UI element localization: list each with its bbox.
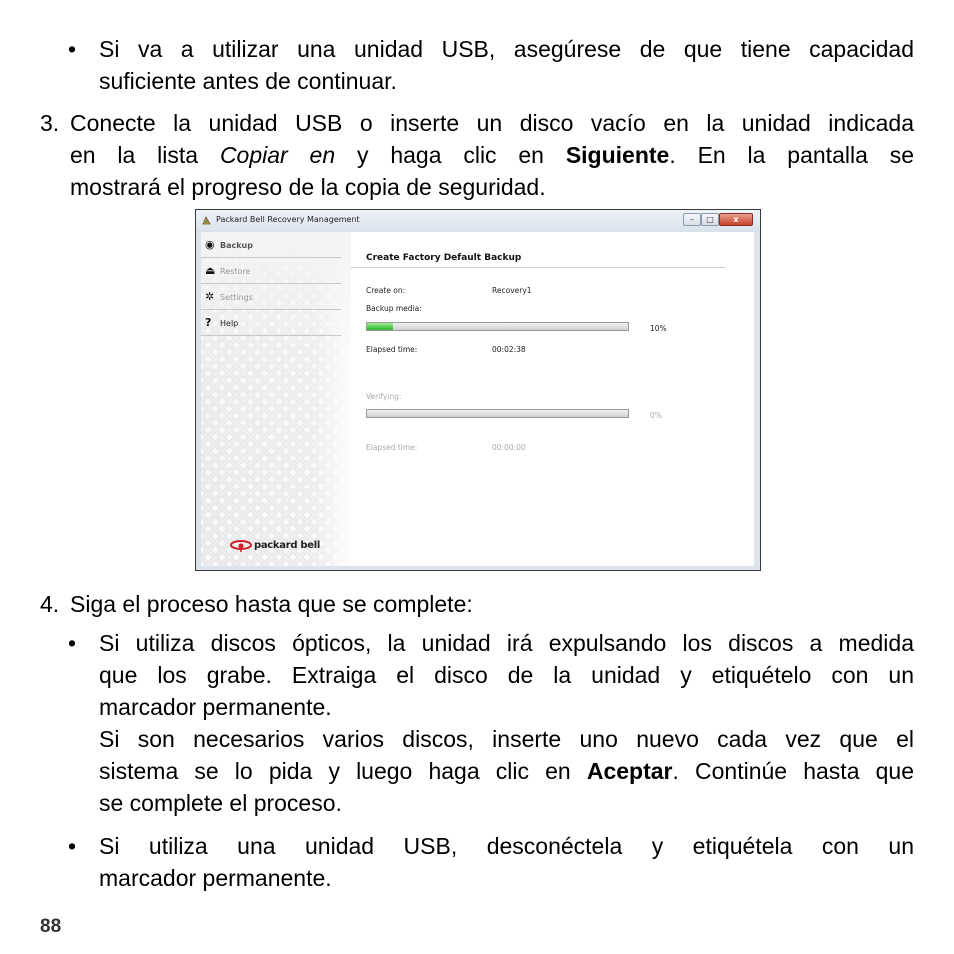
page-number: 88 [40,916,62,937]
bullet-marker: • [68,630,77,656]
window-title: Packard Bell Recovery Management [216,215,360,224]
sidebar-item-backup[interactable] [201,232,341,258]
text-line: Si utiliza una unidad USB, desconéctela y etiquétela con un [99,833,914,859]
step-4-paragraph: Siga el proceso hasta que se complete: [70,591,473,617]
sidebar-item-settings[interactable] [201,284,341,310]
bullet-paragraph-usb-capacity [99,33,914,97]
text-line [99,755,914,787]
text-line [70,139,914,171]
text-line: se complete el proceso. [99,790,342,816]
recovery-window-screenshot [195,209,761,571]
elapsed-time-value: 00:02:38 [492,345,526,354]
content-title: Create Factory Default Backup [366,253,522,263]
restore-icon: ⏏ [205,264,216,277]
text-line: Si son necesarios varios discos, inserte uno nuevo cada vez que el [99,726,914,752]
backup-progress-fill [367,323,393,330]
text-run: en la lista [70,142,220,168]
text-line: Conecte la unidad USB o inserte un disco vacío en la unidad indicada [70,110,914,136]
minimize-button[interactable]: – [683,213,701,226]
text-line: que los grabe. Extraiga el disco de la unidad y etiquételo con un [99,662,914,688]
bullet-marker: • [68,833,77,859]
disc-icon: ◉ [205,238,215,251]
window-titlebar [196,210,760,232]
backup-media-label: Backup media: [366,304,422,313]
help-icon: ? [205,316,212,329]
text-run: . En la pantalla se [669,142,915,168]
text-line: Si va a utilizar una unidad USB, asegúrese de que tiene capacidad [99,36,914,62]
verify-elapsed-time-value: 00:00:00 [492,443,526,452]
packard-bell-logo [229,537,339,555]
bullet-paragraph-usb-label [99,830,914,894]
text-line: Si utiliza discos ópticos, la unidad irá expulsando los discos a medida [99,630,914,656]
sidebar-item-label: Settings [220,293,253,302]
verify-progress-percent: 0% [650,411,662,420]
logo-text: packard bell [254,540,320,551]
bold-text: Aceptar [586,758,673,784]
logo-mark-icon [229,537,255,553]
sidebar-item-help[interactable] [201,310,341,336]
step-number: 3. [40,110,60,136]
text-line: marcador permanente. [99,865,332,891]
sidebar-item-label: Backup [220,241,253,250]
italic-text: Copiar en [219,142,336,168]
title-divider [351,267,726,268]
backup-progress-bar [366,322,629,331]
create-on-value: Recovery1 [492,286,532,295]
maximize-button[interactable]: □ [701,213,719,226]
app-icon [201,215,212,226]
text-run: sistema se lo pida y luego haga clic en [99,758,587,784]
sidebar-item-label: Help [220,319,239,328]
step-number: 4. [40,591,60,617]
bullet-paragraph-optical-discs [99,627,914,819]
backup-progress-percent: 10% [650,324,667,333]
verifying-label: Verifying: [366,392,402,401]
sidebar-item-label: Restore [220,267,251,276]
text-line: mostrará el progreso de la copia de seguridad. [70,174,546,200]
text-line: marcador permanente. [99,694,332,720]
bullet-marker: • [68,36,77,62]
text-run: y haga clic en [335,142,566,168]
create-on-label: Create on: [366,286,406,295]
bold-text: Siguiente [565,142,670,168]
text-line: suficiente antes de continuar. [99,68,397,94]
close-button[interactable]: x [719,213,753,226]
step-3-paragraph [70,107,914,203]
gear-icon: ✲ [205,290,215,303]
elapsed-time-label: Elapsed time: [366,345,418,354]
sidebar [201,232,351,566]
verify-progress-bar [366,409,629,418]
sidebar-item-restore[interactable] [201,258,341,284]
main-content [351,232,754,566]
verify-elapsed-time-label: Elapsed time: [366,443,418,452]
text-run: . Continúe hasta que [672,758,914,784]
